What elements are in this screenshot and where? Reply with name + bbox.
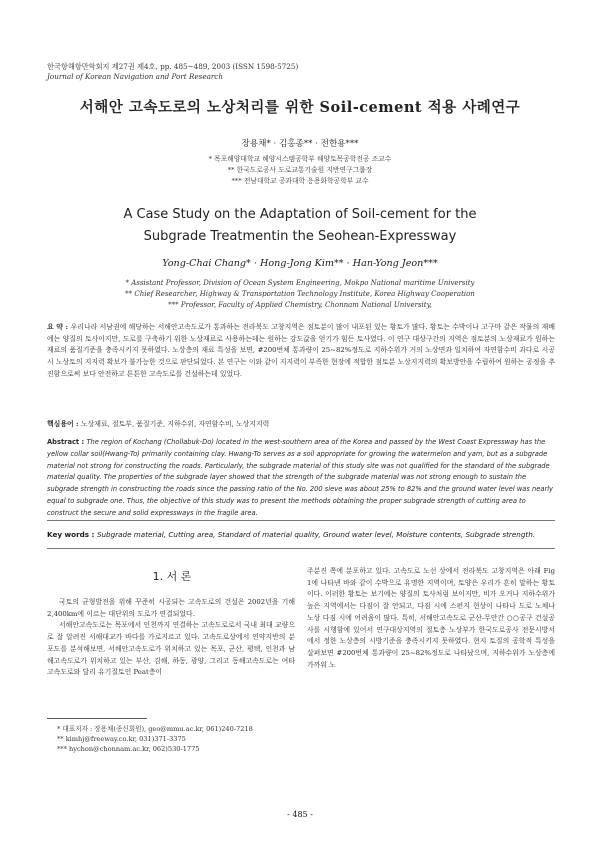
affiliation-ko-1: * 목포해양대학교 해양시스템공학부 해양토목공학전공 조교수 xyxy=(208,155,392,163)
title-en-line-1: A Case Study on the Adaptation of Soil-cement for the xyxy=(123,207,477,222)
affiliations-korean xyxy=(0,154,600,187)
abstract-en-text: The region of Kochang (Chollabuk-Do) located in the west-southern area of the Korea and passed by the West Coast Expressway has the yellow collar soil(Hwang-To) primarily containing clay. Hwang-To serves as a soil appropriate for growing the watermelon and yam, but as a subgrade material not strong for constructing the roads. Particularly, the subgrade material of this study site was not qualified for the standard of the subgrade material quality. The properties of the subgrade layer showed that the strength of the subgrade material was not strong enough to sustain the subgrade strength in constructing the roads since the passing ratio of the No. 200 sieve was about 25% to 82% and the ground water level was nearly equal to subgrade one. Thus, the objective of this study was to present the methods obtaining the proper subgrade strength of cutting area to construct the secure and solid expressways in the fragile area. xyxy=(47,438,554,517)
divider-top xyxy=(47,520,555,521)
affiliations-english xyxy=(0,278,600,311)
affiliation-en-1: * Assistant Professor, Division of Ocean System Engineering, Mokpo National maritime University xyxy=(125,279,475,287)
affiliation-ko-3: *** 전남대학교 공과대학 응용화학공학부 교수 xyxy=(231,177,369,185)
body-paragraph: 서해안고속도로는 목포에서 인천까지 연결하는 고속도로로서 국내 최대 교량으로 잘 알려진 서해대교가 바다를 가로지르고 있다. 고속도로상에서 연약지반의 분포도를 분석해보면, 서해안고속도로가 위치하고 있는 목포, 군산, 평택, 인천과 남해고속도로가 위치하고 있는 부산, 김해, 하동, 광양, 그리고 동해고속도로는 여타 고속도로와 달리 유기질토인 Peat층이 xyxy=(47,621,295,677)
abstract-en-label: Abstract : xyxy=(47,438,87,446)
affiliation-ko-2: ** 한국도로공사 도로교통기술원 지반연구그룹장 xyxy=(227,166,373,174)
footnote-1: * 대표저자 : 장용채(종신회원), geo@mmu.ac.kr, 061)240-7218 xyxy=(57,725,253,733)
abstract-english xyxy=(47,437,555,520)
section-1-title: 1. 서 론 xyxy=(152,570,192,583)
abstract-korean xyxy=(47,322,555,381)
footnote-3: *** hychon@chonnam.ac.kr, 062)530-1775 xyxy=(57,745,200,753)
journal-citation: 한국항해항만학회지 제27권 제4호, pp. 485~489, 2003 (ISSN 1598-5725) xyxy=(47,62,299,71)
authors-korean: 장용채* · 김홍종** · 전한용*** xyxy=(241,139,359,149)
footnote-2: ** kimhj@freeway.co.kr, 031)371-3375 xyxy=(57,735,186,743)
footnote-divider xyxy=(47,718,147,719)
body-column-left xyxy=(47,597,295,679)
page-number: - 485 - xyxy=(287,810,313,819)
keywords-en-label: Key words : xyxy=(47,530,97,539)
title-korean: 서해안 고속도로의 노상처리를 위한 Soil-cement 적용 사례연구 xyxy=(79,99,521,116)
keywords-en-text: Subgrade material, Cutting area, Standard of material quality, Ground water level, Moisture contents, Subgrade strength. xyxy=(96,530,536,539)
affiliation-en-2: ** Chief Researcher, Highway & Transportation Technology Institute, Korea Highway Cooperation xyxy=(125,290,475,298)
abstract-ko-text: 우리나라 서남권에 해당하는 서해안고속도로가 통과하는 전라북도 고창지역은 점토분이 많이 내포된 있는 황토가 많다. 황토는 수박이나 고구마 같은 작물의 재배에는 양질의 토사이지만, 도로를 구축하기 위한 노상재료로 사용하는데는 원하는 강도값을 얻기가 힘든 토사였다. 이 연구 대상구간의 지역은 점토분의 노상재료가 원하는 재료의 품질기준을 충족시키지 못하였다. 노상층의 재료 특성을 보면, #200번체 통과량이 25~82%정도로 지하수위가 거의 노상면과 일치하여 자연함수비 과다로 시공시 노상토의 지지력 확보가 불가능한 것으로 판단되었다. 본 연구는 이와 같이 지지력이 부족한 현장에 적합한 점토분 노상지지력의 확보방안을 수립하여 원하는 공정을 추진함으로써 보다 안전하고 튼튼한 고속도로를 건설하는데 있었다. xyxy=(47,323,556,378)
affiliation-en-3: *** Professor, Faculty of Applied Chemistry, Chonnam National University, xyxy=(168,301,432,309)
abstract-ko-label: 요 약 : xyxy=(47,323,71,331)
keywords-ko-text: 노상재료, 절토부, 품질기준, 지하수위, 자연함수비, 노상지지력 xyxy=(80,420,270,428)
body-paragraph: 주분진 쪽에 분포하고 있다. 고속도로 노선 상에서 전라북도 고창지역은 아래 Fig 1에 나타낸 바와 같이 수박으로 유명한 지역이며, 토양은 우리가 흔히 말하는 황토이다. 이러한 황토는 보기에는 양질의 토사처럼 보이지만, 비가 오거나 지하수위가 높은 지역에서는 다짐이 잘 안되고, 다짐 시에 스펀지 현상이 나타나 도로 노체나 노상 다짐 시에 어려움이 많다. 특히, 서해안고속도로 군산-무안간 ○○공구 건설공사를 시행함에 있어서 연구대상지역의 절토층 노상부가 한국도로공사 전문시방서에서 정한 노상층의 시방기준을 충족시키지 못하였다. 현지 토질의 공학적 특성을 살펴보면 #200번체 통과량이 25~82%정도로 나타났으며, 지하수위가 노상층에 가까워 노 xyxy=(307,567,555,669)
divider-bottom xyxy=(47,548,555,549)
authors-english: Yong-Chai Chang* · Hong-Jong Kim** · Han-Yong Jeon*** xyxy=(162,258,438,269)
keywords-english xyxy=(47,530,555,539)
footnotes xyxy=(57,724,253,754)
title-english xyxy=(0,204,600,248)
body-column-right xyxy=(307,566,555,671)
title-en-line-2: Subgrade Treatmentin the Seohean-Expressway xyxy=(143,229,457,244)
journal-header xyxy=(47,62,298,82)
journal-name: Journal of Korean Navigation and Port Research xyxy=(47,72,223,81)
keywords-korean xyxy=(47,418,555,428)
body-paragraph: 국토의 균형발전을 위해 꾸준히 시공되는 고속도로의 건설은 2002년을 기해 2,400km에 이르는 대단위의 도로가 연결되었다. xyxy=(47,598,295,618)
keywords-ko-label: 핵심용어 : xyxy=(47,420,81,428)
